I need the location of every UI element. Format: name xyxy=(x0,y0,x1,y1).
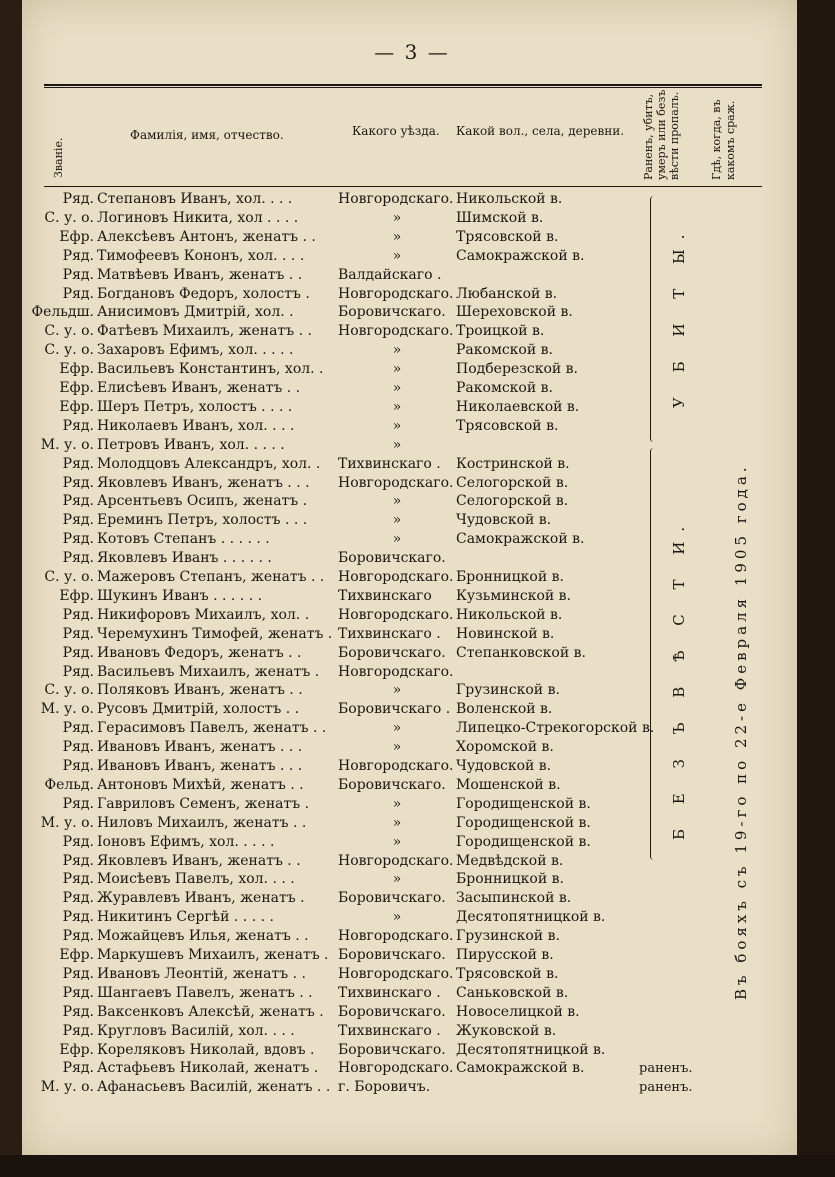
table-row xyxy=(22,1078,797,1097)
uezd-cell: Тихвинскаго . xyxy=(338,455,441,472)
name-cell: Яковлевъ Иванъ, женатъ . . . xyxy=(97,474,310,491)
rank-cell: Ряд. xyxy=(62,512,94,529)
rank-cell: Ряд. xyxy=(62,833,94,850)
header-bottom-rule xyxy=(44,186,762,187)
rank-cell: Ряд. xyxy=(62,984,94,1001)
volost-cell: Десятопятницкой в. xyxy=(456,1041,606,1058)
uezd-cell: Новгородскаго. xyxy=(338,606,454,623)
name-cell: Шукинъ Иванъ . . . . . . xyxy=(97,587,263,604)
rank-cell: С. у. о. xyxy=(44,569,94,585)
uezd-cell: Тихвинскаго xyxy=(338,587,432,604)
volost-cell: Трясовской в. xyxy=(456,417,559,434)
rank-cell: Ряд. xyxy=(62,531,94,548)
table-row xyxy=(22,852,797,871)
rank-cell: Ряд. xyxy=(62,550,94,567)
name-cell: Ваксенковъ Алексѣй, женатъ . xyxy=(97,1003,324,1020)
uezd-cell: Новгородскаго. xyxy=(338,474,454,491)
name-cell: Ниловъ Михаилъ, женатъ . . xyxy=(97,814,307,831)
name-cell: Яковлевъ Иванъ . . . . . . xyxy=(97,550,272,567)
name-cell: Маркушевъ Михаилъ, женатъ . xyxy=(97,947,329,963)
name-cell: Тимофеевъ Кононъ, хол. . . . xyxy=(97,247,305,264)
table-row xyxy=(22,1041,797,1060)
rank-cell: С. у. о. xyxy=(44,682,94,699)
table-row xyxy=(22,1059,797,1078)
uezd-cell: » xyxy=(392,871,402,888)
rank-cell: Ряд. xyxy=(62,285,94,302)
header-fate-2: умеръ или безъ xyxy=(655,89,668,180)
uezd-cell: » xyxy=(392,512,402,529)
name-cell: Никифоровъ Михаилъ, хол. . xyxy=(97,606,310,623)
uezd-cell: » xyxy=(392,380,402,396)
rank-cell: Фельд. xyxy=(44,776,94,793)
rank-cell: М. у. о. xyxy=(40,436,94,453)
volost-cell: Селогорской в. xyxy=(456,493,569,510)
rank-cell: Ряд. xyxy=(62,644,94,661)
uezd-cell: » xyxy=(392,209,402,226)
brace-missing xyxy=(650,448,657,860)
volost-cell: Десятопятницкой в. xyxy=(456,909,606,926)
volost-cell: Хоромской в. xyxy=(456,739,554,756)
uezd-cell: Новгородскаго. xyxy=(338,569,454,585)
name-cell: Петровъ Иванъ, хол. . . . . xyxy=(97,436,285,453)
name-cell: Молодцовъ Александръ, хол. . xyxy=(97,455,321,472)
uezd-cell: Новгородскаго. xyxy=(338,852,454,869)
rank-cell: Ефр. xyxy=(59,228,94,245)
rank-cell: Ряд. xyxy=(62,1003,94,1020)
name-cell: Можайцевъ Илья, женатъ . . xyxy=(97,928,309,945)
name-cell: Степановъ Иванъ, хол. . . . xyxy=(97,191,293,207)
name-cell: Яковлевъ Иванъ, женатъ . . xyxy=(97,852,301,869)
rank-cell: Ряд. xyxy=(62,606,94,623)
name-cell: Николаевъ Иванъ, хол. . . . xyxy=(97,417,295,434)
name-cell: Захаровъ Ефимъ, хол. . . . . xyxy=(97,342,294,359)
name-cell: Кореляковъ Николай, вдовъ . xyxy=(97,1041,315,1058)
volost-cell: Самокражской в. xyxy=(456,1060,585,1077)
name-cell: Никитинъ Сергѣй . . . . . xyxy=(97,909,274,926)
rank-cell: Ряд. xyxy=(62,625,94,642)
header-rank: Званіе. xyxy=(52,137,65,178)
label-killed: У Б И Т Ы. xyxy=(670,224,688,408)
volost-cell: Трясовской в. xyxy=(456,965,559,982)
uezd-cell: Боровичскаго. xyxy=(338,550,446,567)
label-missing: Б Е З Ъ В Ѣ С Т И. xyxy=(670,516,688,840)
uezd-cell: Валдайскаго . xyxy=(338,266,442,283)
name-cell: Гавриловъ Семенъ, женатъ . xyxy=(97,795,310,812)
rank-cell: Ефр. xyxy=(59,587,94,604)
header-where-2: какомъ сраж. xyxy=(724,100,737,180)
name-cell: Ивановъ Федоръ, женатъ . . xyxy=(97,644,302,661)
rank-cell: Ряд. xyxy=(62,247,94,264)
header-rule xyxy=(44,84,762,86)
rank-cell: Ряд. xyxy=(62,474,94,491)
uezd-cell: » xyxy=(392,398,402,415)
volost-cell: Мошенской в. xyxy=(456,776,561,793)
name-cell: Васильевъ Михаилъ, женатъ . xyxy=(97,663,320,680)
name-cell: Журавлевъ Иванъ, женатъ . xyxy=(97,890,305,907)
rank-cell: Ефр. xyxy=(59,361,94,378)
uezd-cell: Новгородскаго. xyxy=(338,1060,454,1077)
rank-cell: Ряд. xyxy=(62,720,94,737)
name-cell: Елисѣевъ Иванъ, женатъ . . xyxy=(97,380,301,396)
volost-cell: Чудовской в. xyxy=(456,758,552,774)
name-cell: Афанасьевъ Василій, женатъ . . xyxy=(97,1079,331,1096)
uezd-cell: » xyxy=(392,228,402,245)
header-rule-thin xyxy=(44,87,762,88)
scan-edge-bottom xyxy=(0,1155,835,1177)
name-cell: Русовъ Дмитрій, холостъ . . xyxy=(97,701,300,718)
scan-edge-right xyxy=(797,0,835,1177)
uezd-cell: Тихвинскаго . xyxy=(338,984,441,1001)
uezd-cell: Новгородскаго. xyxy=(338,663,454,680)
uezd-cell: » xyxy=(392,417,402,434)
uezd-cell: Боровичскаго. xyxy=(338,947,446,963)
volost-cell: Степанковской в. xyxy=(456,644,586,661)
volost-cell: Троицкой в. xyxy=(456,323,545,340)
name-cell: Алексѣевъ Антонъ, женатъ . . xyxy=(97,228,316,245)
table-row xyxy=(22,190,797,209)
name-cell: Мажеровъ Степанъ, женатъ . . xyxy=(97,569,325,585)
name-cell: Ереминъ Петръ, холостъ . . . xyxy=(97,512,308,529)
page-number: — 3 — xyxy=(374,40,450,64)
rank-cell: Ряд. xyxy=(62,758,94,774)
name-cell: Ивановъ Иванъ, женатъ . . . xyxy=(97,739,303,756)
volost-cell: Подберезской в. xyxy=(456,361,578,378)
rank-cell: Ряд. xyxy=(62,417,94,434)
uezd-cell: Боровичскаго. xyxy=(338,890,446,907)
uezd-cell: Боровичскаго. xyxy=(338,304,446,321)
uezd-cell: » xyxy=(392,531,402,548)
uezd-cell: Тихвинскаго . xyxy=(338,625,441,642)
header-volost: Какой вол., села, деревни. xyxy=(456,124,625,138)
name-cell: Ивановъ Иванъ, женатъ . . . xyxy=(97,758,303,774)
uezd-cell: Новгородскаго. xyxy=(338,758,454,774)
volost-cell: Самокражской в. xyxy=(456,531,585,548)
rank-cell: Ряд. xyxy=(62,795,94,812)
volost-cell: Грузинской в. xyxy=(456,928,560,945)
volost-cell: Ракомской в. xyxy=(456,380,553,396)
volost-cell: Шимской в. xyxy=(456,209,544,226)
header-fate-3: вѣсти пропалъ. xyxy=(668,91,681,180)
volost-cell: Грузинской в. xyxy=(456,682,560,699)
volost-cell: Воленской в. xyxy=(456,701,553,718)
rank-cell: Ряд. xyxy=(62,852,94,869)
rank-cell: Ефр. xyxy=(59,947,94,963)
uezd-cell: » xyxy=(392,720,402,737)
uezd-cell: » xyxy=(392,909,402,926)
volost-cell: Самокражской в. xyxy=(456,247,585,264)
name-cell: Васильевъ Константинъ, хол. . xyxy=(97,361,324,378)
table-row xyxy=(22,870,797,889)
uezd-cell: » xyxy=(392,833,402,850)
name-cell: Антоновъ Михѣй, женатъ . . xyxy=(97,776,304,793)
volost-cell: Городищенской в. xyxy=(456,795,591,812)
name-cell: Котовъ Степанъ . . . . . . xyxy=(97,531,270,548)
uezd-cell: Новгородскаго. xyxy=(338,191,454,207)
rank-cell: М. у. о. xyxy=(40,1079,94,1096)
volost-cell: Засыпинской в. xyxy=(456,890,572,907)
volost-cell: Ракомской в. xyxy=(456,342,553,359)
volost-cell: Городищенской в. xyxy=(456,833,591,850)
table-row xyxy=(22,455,797,474)
rank-cell: Ряд. xyxy=(62,871,94,888)
header-name: Фамилія, имя, отчество. xyxy=(130,128,284,142)
name-cell: Анисимовъ Дмитрій, хол. . xyxy=(97,304,294,321)
table-row xyxy=(22,492,797,511)
volost-cell: Бронницкой в. xyxy=(456,871,564,888)
header-uezd: Какого уѣзда. xyxy=(352,124,440,138)
uezd-cell: » xyxy=(392,739,402,756)
uezd-cell: » xyxy=(392,342,402,359)
table-row xyxy=(22,889,797,908)
uezd-cell: » xyxy=(392,247,402,264)
volost-cell: Николаевской в. xyxy=(456,398,580,415)
uezd-cell: Боровичскаго. xyxy=(338,644,446,661)
volost-cell: Пирусской в. xyxy=(456,947,554,963)
name-cell: Матвѣевъ Иванъ, женатъ . . xyxy=(97,266,303,283)
rank-cell: М. у. о. xyxy=(40,701,94,718)
rank-cell: Ефр. xyxy=(59,398,94,415)
name-cell: Шангаевъ Павелъ, женатъ . . xyxy=(97,984,313,1001)
rank-cell: С. у. о. xyxy=(44,342,94,359)
name-cell: Іоновъ Ефимъ, хол. . . . . xyxy=(97,833,275,850)
name-cell: Кругловъ Василій, хол. . . . xyxy=(97,1022,295,1039)
name-cell: Логиновъ Никита, хол . . . . xyxy=(97,209,299,226)
rank-cell: Ряд. xyxy=(62,890,94,907)
table-row xyxy=(22,1022,797,1041)
uezd-cell: » xyxy=(392,361,402,378)
volost-cell: Медвѣдской в. xyxy=(456,852,564,869)
name-cell: Богдановъ Федоръ, холостъ . xyxy=(97,285,310,302)
uezd-cell: Тихвинскаго . xyxy=(338,1022,441,1039)
name-cell: Поляковъ Иванъ, женатъ . . xyxy=(97,682,303,699)
volost-cell: Новоселицкой в. xyxy=(456,1003,580,1020)
name-cell: Шеръ Петръ, холостъ . . . . xyxy=(97,398,293,415)
table-row xyxy=(22,984,797,1003)
rank-cell: Ряд. xyxy=(62,909,94,926)
rank-cell: Ефр. xyxy=(59,380,94,396)
table-row xyxy=(22,927,797,946)
brace-killed xyxy=(650,196,657,442)
uezd-cell: Боровичскаго. xyxy=(338,776,446,793)
label-battle: Въ бояхъ съ 19-го по 22-е Февраля 1905 года. xyxy=(732,463,750,1000)
table-row xyxy=(22,908,797,927)
volost-cell: Жуковской в. xyxy=(456,1022,557,1039)
volost-cell: Новинской в. xyxy=(456,625,555,642)
rank-cell: Ряд. xyxy=(62,1060,94,1077)
fate-cell: раненъ. xyxy=(639,1061,693,1077)
header-fate-1: Раненъ, убитъ, xyxy=(642,93,655,180)
uezd-cell: » xyxy=(392,814,402,831)
rank-cell: Фельдш. xyxy=(31,304,94,321)
volost-cell: Кузьминской в. xyxy=(456,587,572,604)
name-cell: Черемухинъ Тимофей, женатъ . xyxy=(97,625,333,642)
table-row xyxy=(22,946,797,965)
rank-cell: Ряд. xyxy=(62,928,94,945)
volost-cell: Трясовской в. xyxy=(456,228,559,245)
uezd-cell: г. Боровичъ. xyxy=(338,1079,431,1096)
table-row xyxy=(22,474,797,493)
uezd-cell: » xyxy=(392,436,402,453)
rank-cell: Ряд. xyxy=(62,266,94,283)
header-where-1: Гдѣ, когда, въ xyxy=(710,99,723,180)
volost-cell: Чудовской в. xyxy=(456,512,552,529)
uezd-cell: Новгородскаго. xyxy=(338,965,454,982)
fate-cell: раненъ. xyxy=(639,1080,693,1096)
rank-cell: Ряд. xyxy=(62,191,94,207)
rank-cell: Ряд. xyxy=(62,1022,94,1039)
volost-cell: Селогорской в. xyxy=(456,474,569,491)
uezd-cell: » xyxy=(392,493,402,510)
name-cell: Астафьевъ Николай, женатъ . xyxy=(97,1060,319,1077)
rank-cell: Ряд. xyxy=(62,455,94,472)
volost-cell: Костринской в. xyxy=(456,455,570,472)
document-page xyxy=(22,0,797,1157)
volost-cell: Саньковской в. xyxy=(456,984,569,1001)
rank-cell: Ряд. xyxy=(62,663,94,680)
uezd-cell: Новгородскаго. xyxy=(338,928,454,945)
uezd-cell: Новгородскаго. xyxy=(338,285,454,302)
volost-cell: Любанской в. xyxy=(456,285,558,302)
uezd-cell: Боровичскаго . xyxy=(338,701,451,718)
rank-cell: Ряд. xyxy=(62,493,94,510)
name-cell: Ивановъ Леонтій, женатъ . . xyxy=(97,965,306,982)
volost-cell: Шереховской в. xyxy=(456,304,573,321)
rank-cell: М. у. о. xyxy=(40,814,94,831)
uezd-cell: » xyxy=(392,682,402,699)
name-cell: Моисѣевъ Павелъ, хол. . . . xyxy=(97,871,295,888)
rank-cell: С. у. о. xyxy=(44,323,94,340)
uezd-cell: Новгородскаго. xyxy=(338,323,454,340)
name-cell: Фатѣевъ Михаилъ, женатъ . . xyxy=(97,323,312,340)
rank-cell: Ряд. xyxy=(62,965,94,982)
uezd-cell: Боровичскаго. xyxy=(338,1003,446,1020)
rank-cell: С. у. о. xyxy=(44,209,94,226)
table-row xyxy=(22,417,797,436)
table-row xyxy=(22,965,797,984)
volost-cell: Никольской в. xyxy=(456,606,563,623)
name-cell: Арсентьевъ Осипъ, женатъ . xyxy=(97,493,308,510)
rank-cell: Ефр. xyxy=(59,1041,94,1058)
volost-cell: Липецко-Стрекогорской в. xyxy=(456,720,655,737)
table-row xyxy=(22,1003,797,1022)
name-cell: Герасимовъ Павелъ, женатъ . . xyxy=(97,720,327,737)
table-row xyxy=(22,436,797,455)
volost-cell: Никольской в. xyxy=(456,191,563,207)
volost-cell: Бронницкой в. xyxy=(456,569,564,585)
uezd-cell: » xyxy=(392,795,402,812)
volost-cell: Городищенской в. xyxy=(456,814,591,831)
uezd-cell: Боровичскаго. xyxy=(338,1041,446,1058)
rank-cell: Ряд. xyxy=(62,739,94,756)
